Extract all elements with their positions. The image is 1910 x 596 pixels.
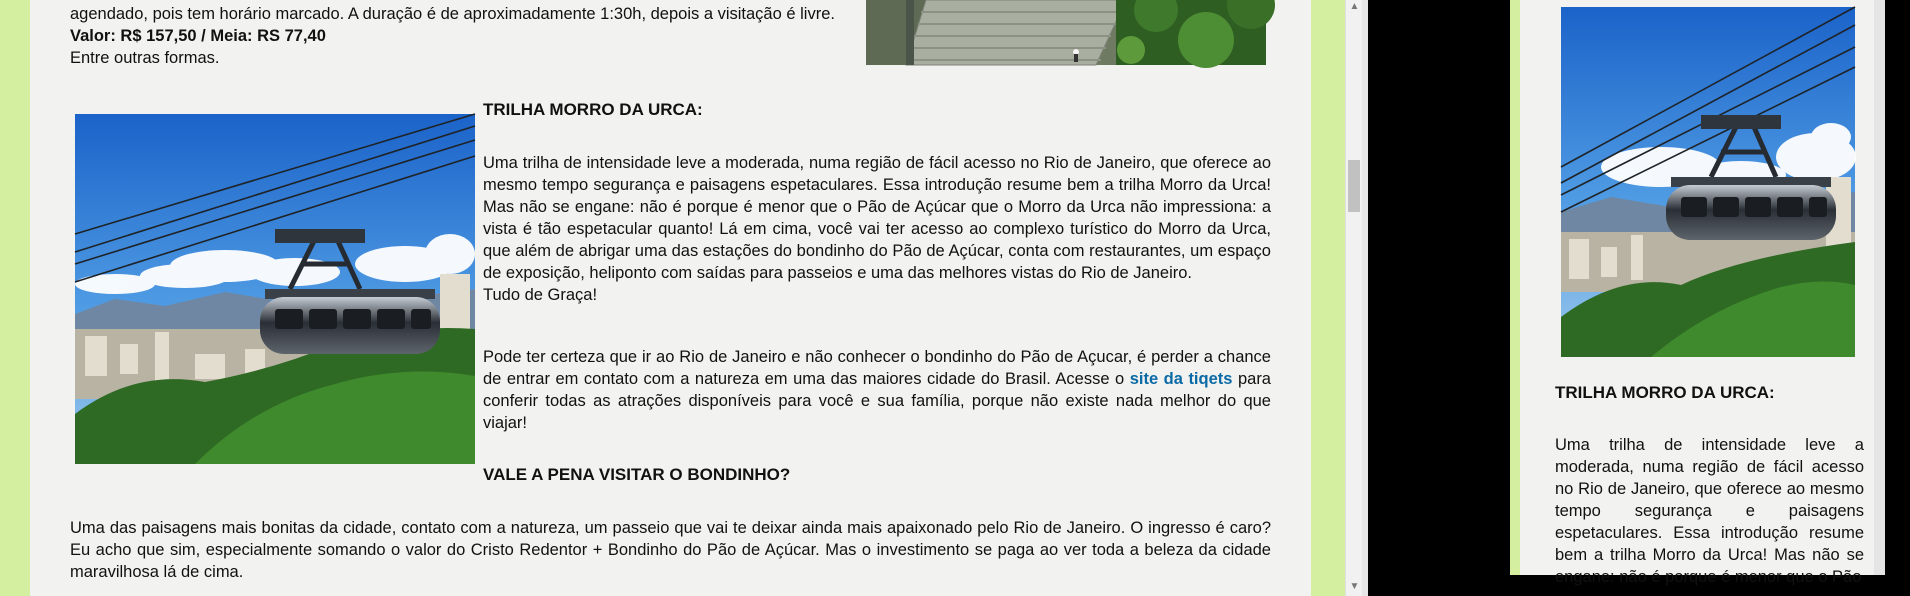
bondinho-text-before: Pode ter certeza que ir ao Rio de Janeiro e não conhecer o bondinho do Pão de Açucar, é perder a chance de entrar em contato com a natureza em uma das maiores cidade do Brasil. Acesse o <box>483 348 1271 388</box>
worth-paragraph: Uma das paisagens mais bonitas da cidade, contato com a natureza, um passeio que vai te deixar ainda mais apaixonado pelo Rio de Janeiro. O ingresso é caro? Eu acho que sim, especialmente somando o valor do Cristo Redentor + Bondinho do Pão de Açúcar. Mas o investimento se paga ao ver toda a beleza da cidade maravilhosa lá de cima. <box>70 519 1271 581</box>
mobile-scrollbar[interactable] <box>1874 0 1885 575</box>
price-line: Valor: R$ 157,50 / Meia: RS 77,40 <box>70 27 326 45</box>
article-content <box>30 0 1311 596</box>
free-line: Tudo de Graça! <box>483 286 598 304</box>
bondinho-paragraph <box>483 346 1271 434</box>
trail-paragraph: Uma trilha de intensidade leve a moderada, numa região de fácil acesso no Rio de Janeiro, que oferece ao mesmo tempo segurança e paisagens espetaculares. Essa introdução resume bem a trilha Morro da Urca! Mas não se engane: não é porque é menor que o Pão de Açúcar que o Morro da Urca não impressiona: a vista é tão espetacular quanto! Lá em cima, você vai ter acesso ao complexo turístico do Morro da Urca, que além de abrigar uma das estações do bondinho do Pão de Açúcar, conta com restaurantes, um espaço de exposição, heliponto com saídas para passeios e uma das melhores vistas do Rio de Janeiro. <box>483 154 1271 282</box>
mobile-article-content <box>1520 0 1874 586</box>
worth-heading: VALE A PENA VISITAR O BONDINHO? <box>483 465 791 484</box>
tiqets-site-link[interactable]: site da tiqets <box>1129 370 1233 388</box>
scroll-up-arrow[interactable]: ▲ <box>1349 1 1360 12</box>
mobile-trail-heading: TRILHA MORRO DA URCA: <box>1555 383 1775 402</box>
other-forms-line: Entre outras formas. <box>70 49 220 67</box>
scroll-down-arrow[interactable]: ▼ <box>1349 581 1360 592</box>
scroll-thumb[interactable] <box>1348 160 1360 212</box>
staircase-photo <box>866 0 1266 65</box>
trail-heading: TRILHA MORRO DA URCA: <box>483 100 703 119</box>
intro-line: agendado, pois tem horário marcado. A duração é de aproximadamente 1:30h, depois a visitação é livre. <box>70 5 835 23</box>
viewport-divider <box>1362 0 1368 596</box>
mobile-viewport <box>1510 0 1885 586</box>
page-scrollbar[interactable] <box>1345 0 1362 596</box>
mobile-cable-car-photo <box>1561 7 1855 357</box>
mobile-trail-paragraph: Uma trilha de intensidade leve a moderada, numa região de fácil acesso no Rio de Janeiro, que oferece ao mesmo tempo segurança e paisagens espetaculares. Essa introdução resume bem a trilha Morro da Urca! Mas não se engane: não é porque é menor que o Pão <box>1555 436 1864 586</box>
bondinho-text-after: para conferir todas as atrações disponíveis para você e sua família, porque não existe nada melhor do que viajar! <box>483 370 1271 432</box>
cable-car-photo <box>75 114 475 464</box>
